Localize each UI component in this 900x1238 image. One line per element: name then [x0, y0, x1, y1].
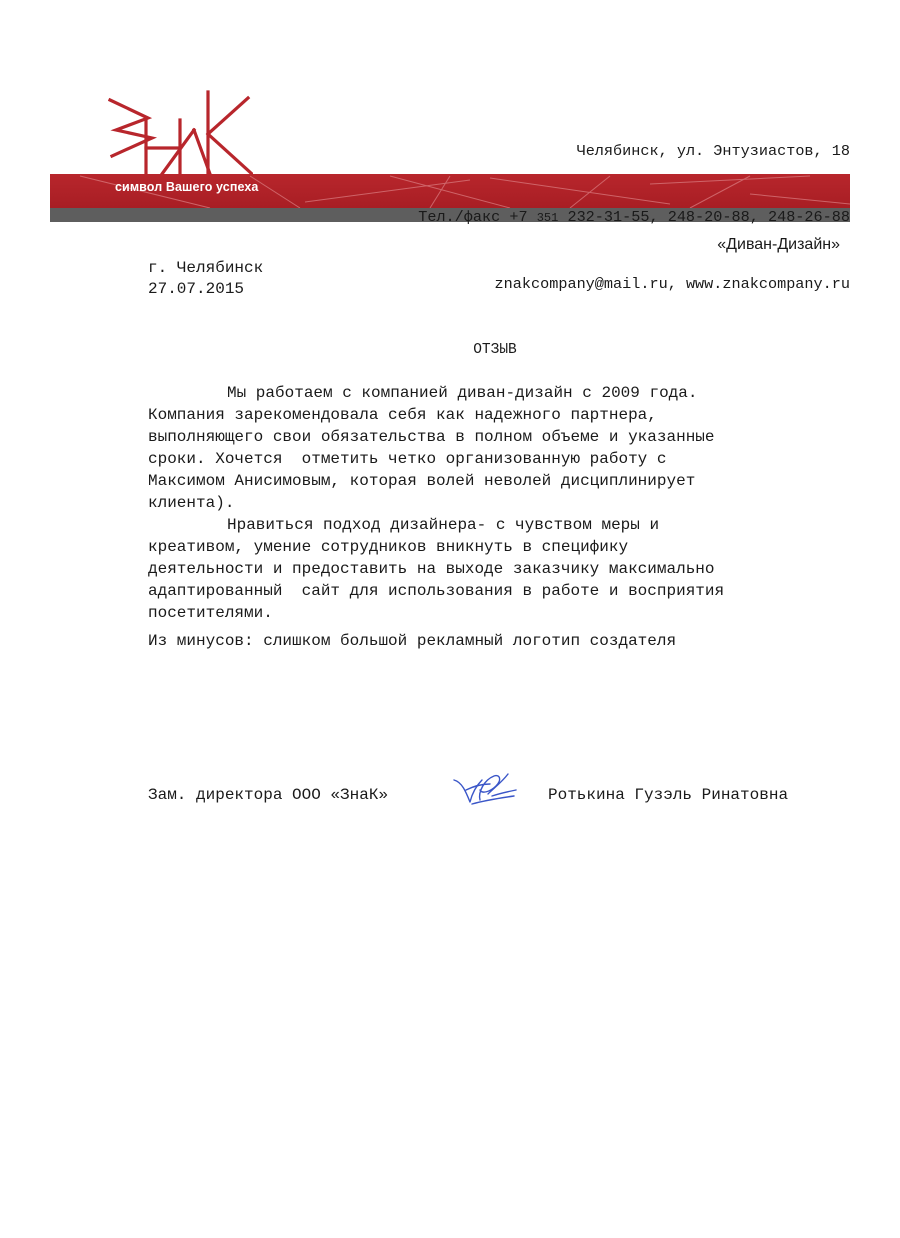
- body-line: Компания зарекомендовала себя как надежного партнера,: [148, 406, 657, 424]
- phone-numbers: 232-31-55, 248-20-88, 248-26-88: [567, 208, 850, 226]
- company-logo: [108, 90, 253, 180]
- city-date-block: [148, 258, 263, 300]
- handwritten-signature: [452, 770, 520, 812]
- city: г. Челябинск: [148, 259, 264, 277]
- minus-remark: Из минусов: слишком большой рекламный логотип создателя: [148, 632, 677, 650]
- phone-code: 351: [536, 211, 559, 225]
- body-line: Нравиться подход дизайнера- с чувством меры и: [227, 516, 660, 534]
- slogan: символ Вашего успеха: [115, 180, 259, 194]
- date: 27.07.2015: [148, 280, 245, 298]
- body-line: клиента).: [148, 494, 235, 512]
- body-line: выполняющего свои обязательства в полном объеме и указанные: [148, 428, 715, 446]
- company-address: Челябинск, ул. Энтузиастов, 18: [576, 142, 850, 160]
- contact-block: [418, 96, 850, 339]
- body-line: креативом, умение сотрудников вникнуть в специфику: [148, 538, 629, 556]
- body-line: сроки. Хочется отметить четко организованную работу с: [148, 450, 667, 468]
- body-line: посетителями.: [148, 604, 273, 622]
- signer-position: Зам. директора ООО «ЗнаК»: [148, 786, 389, 804]
- body-line: Мы работаем с компанией диван-дизайн с 2009 года.: [227, 384, 698, 402]
- body-line: деятельности и предоставить на выходе заказчику максимально: [148, 560, 715, 578]
- body-line: адаптированный сайт для использования в работе и восприятия: [148, 582, 725, 600]
- review-body: [148, 382, 828, 624]
- signer-name: Ротькина Гузэль Ринатовна: [548, 786, 789, 804]
- company-phones: [418, 206, 850, 229]
- company-email-web: znakcompany@mail.ru, www.znakcompany.ru: [494, 275, 850, 293]
- phone-prefix: Тел./факс +7: [418, 208, 528, 226]
- document-heading: ОТЗЫВ: [473, 342, 517, 358]
- addressee: «Диван-Дизайн»: [717, 236, 840, 253]
- body-line: Максимом Анисимовым, которая волей неволей дисциплинирует: [148, 472, 696, 490]
